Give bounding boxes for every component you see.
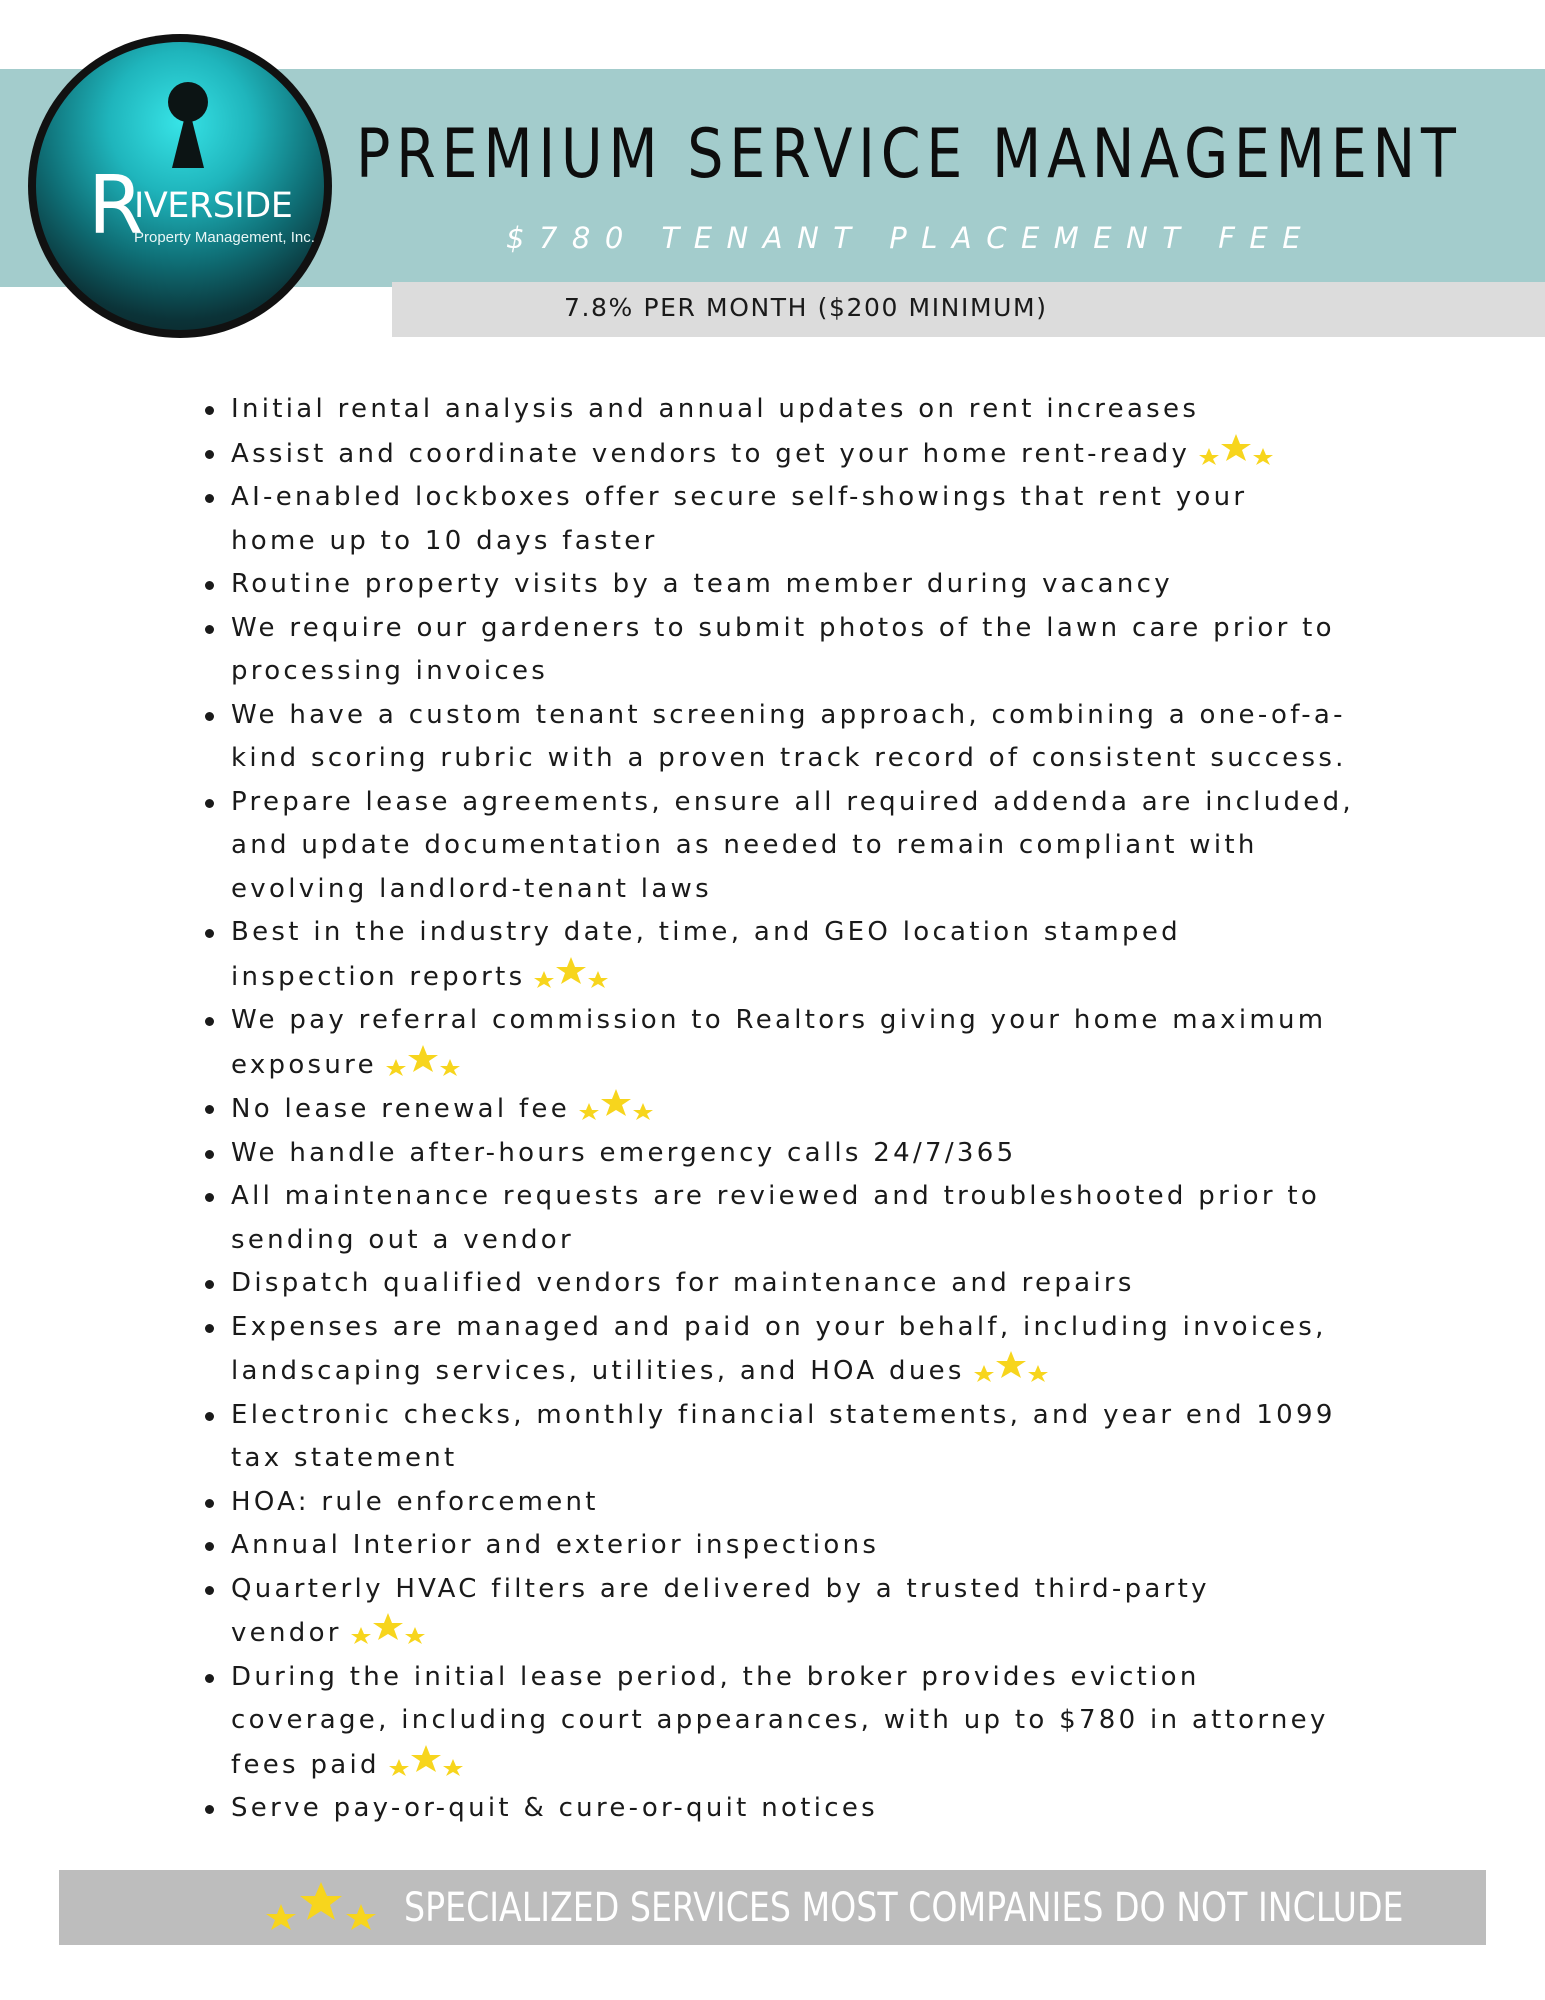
- tenant-placement-fee: $780 TENANT PLACEMENT FEE: [506, 221, 1316, 255]
- service-text: We pay referral commission to Realtors giving your home maximum: [231, 1005, 1327, 1035]
- service-item: [231, 1394, 1431, 1481]
- service-text: We have a custom tenant screening approach, combining a one-of-a-: [231, 699, 1346, 730]
- service-text: All maintenance requests are reviewed and troubleshooted prior to: [231, 1181, 1321, 1211]
- service-item: [231, 432, 1431, 477]
- service-text: processing invoices: [231, 656, 549, 686]
- service-text: coverage, including court appearances, with up to $780 in attorney: [231, 1705, 1329, 1735]
- three-stars-icon: [386, 1743, 466, 1777]
- service-item: [231, 1481, 1431, 1525]
- service-text: landscaping services, utilities, and HOA dues: [231, 1356, 965, 1386]
- service-text: evolving landlord-tenant laws: [231, 873, 712, 904]
- service-item: [231, 388, 1431, 432]
- three-stars-icon: [261, 1878, 381, 1938]
- service-item: [231, 1306, 1431, 1394]
- service-text: Initial rental analysis and annual updates on rent increases: [231, 394, 1200, 424]
- three-stars-icon: [348, 1611, 428, 1645]
- fee-text: 7.8% PER MONTH ($200 MINIMUM): [564, 293, 1048, 322]
- service-text: We handle after-hours emergency calls 24/7/365: [231, 1137, 1017, 1168]
- service-text: home up to 10 days faster: [231, 525, 658, 556]
- service-text: Expenses are managed and paid on your behalf, including invoices,: [231, 1311, 1327, 1342]
- service-item: [231, 1132, 1431, 1176]
- service-text: Dispatch qualified vendors for maintenance and repairs: [231, 1268, 1135, 1298]
- service-text: Assist and coordinate vendors to get your home rent-ready: [231, 438, 1191, 469]
- service-text: AI-enabled lockboxes offer secure self-showings that rent your: [231, 482, 1248, 512]
- service-item: [231, 1175, 1431, 1262]
- service-text: HOA: rule enforcement: [231, 1486, 599, 1517]
- service-item: [231, 1524, 1431, 1568]
- service-item: [231, 476, 1431, 563]
- service-text: Prepare lease agreements, ensure all required addenda are included,: [231, 786, 1354, 817]
- three-stars-icon: [531, 955, 611, 989]
- service-item: [231, 781, 1431, 912]
- service-item: [231, 1262, 1431, 1306]
- service-text: inspection reports: [231, 961, 526, 992]
- footer-banner: [59, 1870, 1486, 1945]
- service-text: exposure: [231, 1049, 377, 1080]
- service-text: Quarterly HVAC filters are delivered by a trusted third-party: [231, 1573, 1210, 1604]
- three-stars-icon: [383, 1043, 463, 1077]
- service-item: [231, 1568, 1431, 1656]
- three-stars-icon: [971, 1349, 1051, 1383]
- fee-bar: [392, 282, 1545, 337]
- page-title: PREMIUM SERVICE MANAGEMENT: [356, 115, 1462, 194]
- service-text: sending out a vendor: [231, 1224, 574, 1255]
- service-item: [231, 1787, 1431, 1831]
- logo-letter: R: [88, 159, 144, 252]
- service-text: No lease renewal fee: [231, 1094, 570, 1124]
- service-text: vendor: [231, 1618, 342, 1648]
- riverside-logo: [28, 34, 332, 338]
- footer-text: SPECIALIZED SERVICES MOST COMPANIES DO NOT INCLUDE: [404, 1885, 1404, 1931]
- service-text: fees paid: [231, 1749, 380, 1780]
- service-item: [231, 911, 1431, 999]
- service-text: Routine property visits by a team member during vacancy: [231, 569, 1173, 599]
- service-text: and update documentation as needed to remain compliant with: [231, 830, 1258, 860]
- logo-word: IVERSIDE: [134, 186, 293, 226]
- service-text: Electronic checks, monthly financial statements, and year end 1099: [231, 1399, 1336, 1430]
- logo-subtitle: Property Management, Inc.: [134, 229, 315, 246]
- service-text: tax statement: [231, 1443, 458, 1473]
- service-item: [231, 563, 1431, 607]
- service-text: We require our gardeners to submit photos of the lawn care prior to: [231, 612, 1335, 643]
- service-item: [231, 1656, 1431, 1788]
- service-text: Annual Interior and exterior inspections: [231, 1530, 880, 1560]
- three-stars-icon: [1196, 432, 1276, 466]
- logo-badge: [36, 42, 324, 330]
- service-item: [231, 1087, 1431, 1132]
- service-list: [231, 388, 1431, 1831]
- service-text: During the initial lease period, the broker provides eviction: [231, 1661, 1200, 1692]
- service-item: [231, 607, 1431, 694]
- service-text: kind scoring rubric with a proven track record of consistent success.: [231, 743, 1347, 773]
- service-text: Serve pay-or-quit & cure-or-quit notices: [231, 1793, 878, 1823]
- service-item: [231, 999, 1431, 1087]
- service-item: [231, 694, 1431, 781]
- keyhole-stem: [172, 104, 204, 168]
- three-stars-icon: [576, 1087, 656, 1121]
- service-text: Best in the industry date, time, and GEO location stamped: [231, 917, 1181, 947]
